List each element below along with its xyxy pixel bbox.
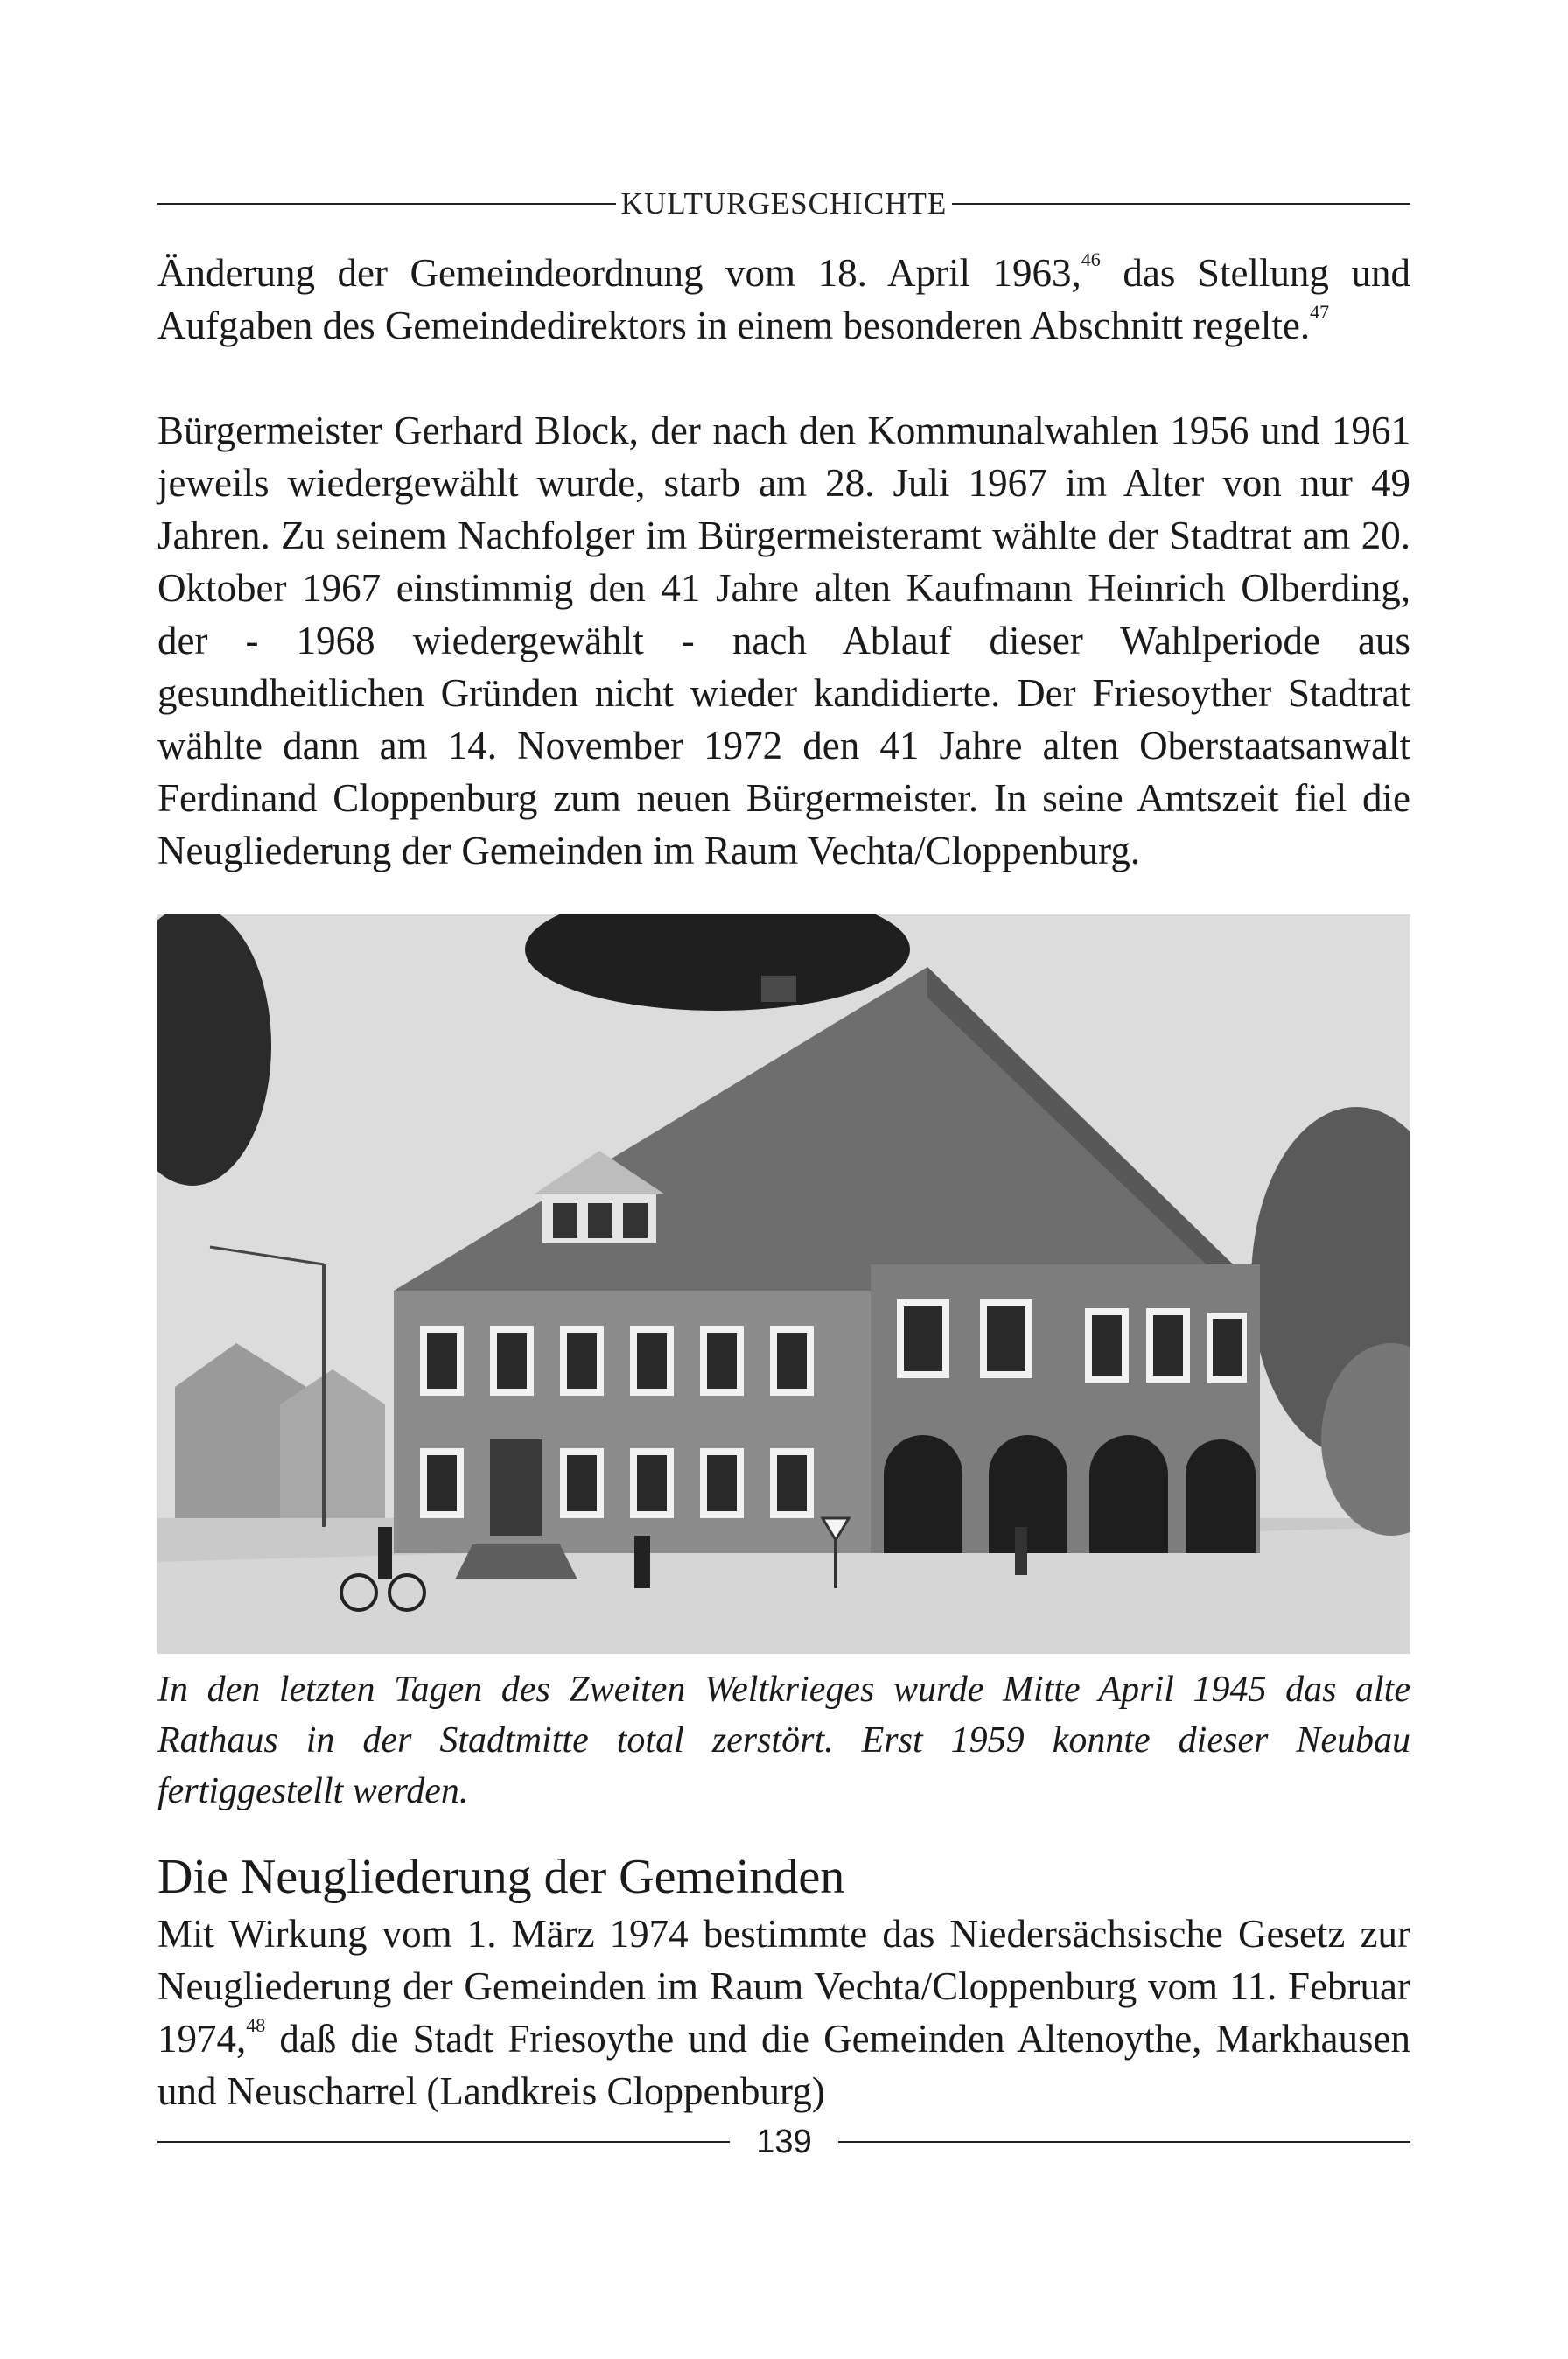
footnote-ref-46: 46 bbox=[1081, 248, 1101, 270]
footer-rule-left bbox=[158, 2141, 730, 2143]
section-heading: Die Neugliederung der Gemeinden bbox=[158, 1850, 845, 1904]
paragraph-3-text-b: daß die Stadt Friesoythe und die Gemeinden Altenoythe, Markhausen und Neuscharrel (Landkreis Cloppenburg) bbox=[158, 2017, 1410, 2113]
town-hall-photo bbox=[158, 914, 1410, 1654]
paragraph-1-text-b: das Stellung und Aufgaben des Gemeindedirektors in einem besonderen Abschnitt regelte. bbox=[158, 251, 1410, 347]
page-number: 139 bbox=[756, 2123, 812, 2160]
paragraph-2-text: Bürgermeister Gerhard Block, der nach den Kommunalwahlen 1956 und 1961 jeweils wiedergewählt wurde, starb am 28. Juli 1967 im Alter von nur 49 Jahren. Zu seinem Nachfolger im Bürgermeisteramt wählte der Stadtrat am 20. Oktober 1967 einstimmig den 41 Jahre alten Kaufmann Heinrich Olberding, der - 1968 wiedergewählt - nach Ablauf dieser Wahlperiode aus gesundheitlichen Gründen nicht wieder kandidierte. Der Friesoyther Stadtrat wählte dann am 14. November 1972 den 41 Jahre alten Oberstaatsanwalt Ferdinand Cloppenburg zum neuen Bürgermeister. In seine Amtszeit fiel die Neugliederung der Gemeinden im Raum Vechta/Cloppenburg. bbox=[158, 409, 1410, 872]
paragraph-3 bbox=[158, 1908, 1410, 2118]
header-rule-right bbox=[952, 203, 1410, 205]
footer-rule-right bbox=[838, 2141, 1410, 2143]
paragraph-1 bbox=[158, 247, 1410, 352]
running-header bbox=[158, 182, 1410, 226]
paragraph-2 bbox=[158, 404, 1410, 877]
paragraph-3-text-a: Mit Wirkung vom 1. März 1974 bestimmte das Niedersächsische Gesetz zur Neugliederung der Gemeinden im Raum Vechta/Cloppenburg vom 11. Februar 1974, bbox=[158, 1912, 1410, 2061]
section-title: KULTURGESCHICHTE bbox=[620, 186, 948, 220]
page-footer bbox=[158, 2118, 1410, 2166]
footnote-ref-48: 48 bbox=[246, 2014, 266, 2036]
footnote-ref-47: 47 bbox=[1310, 301, 1330, 323]
header-rule-left bbox=[158, 203, 616, 205]
photo-caption: In den letzten Tagen des Zweiten Weltkrieges wurde Mitte April 1945 das alte Rathaus in der Stadtmitte total zerstört. Erst 1959 konnte dieser Neubau fertiggestellt werden. bbox=[158, 1670, 1410, 1811]
paragraph-1-text-a: Änderung der Gemeindeordnung vom 18. April 1963, bbox=[158, 251, 1082, 295]
